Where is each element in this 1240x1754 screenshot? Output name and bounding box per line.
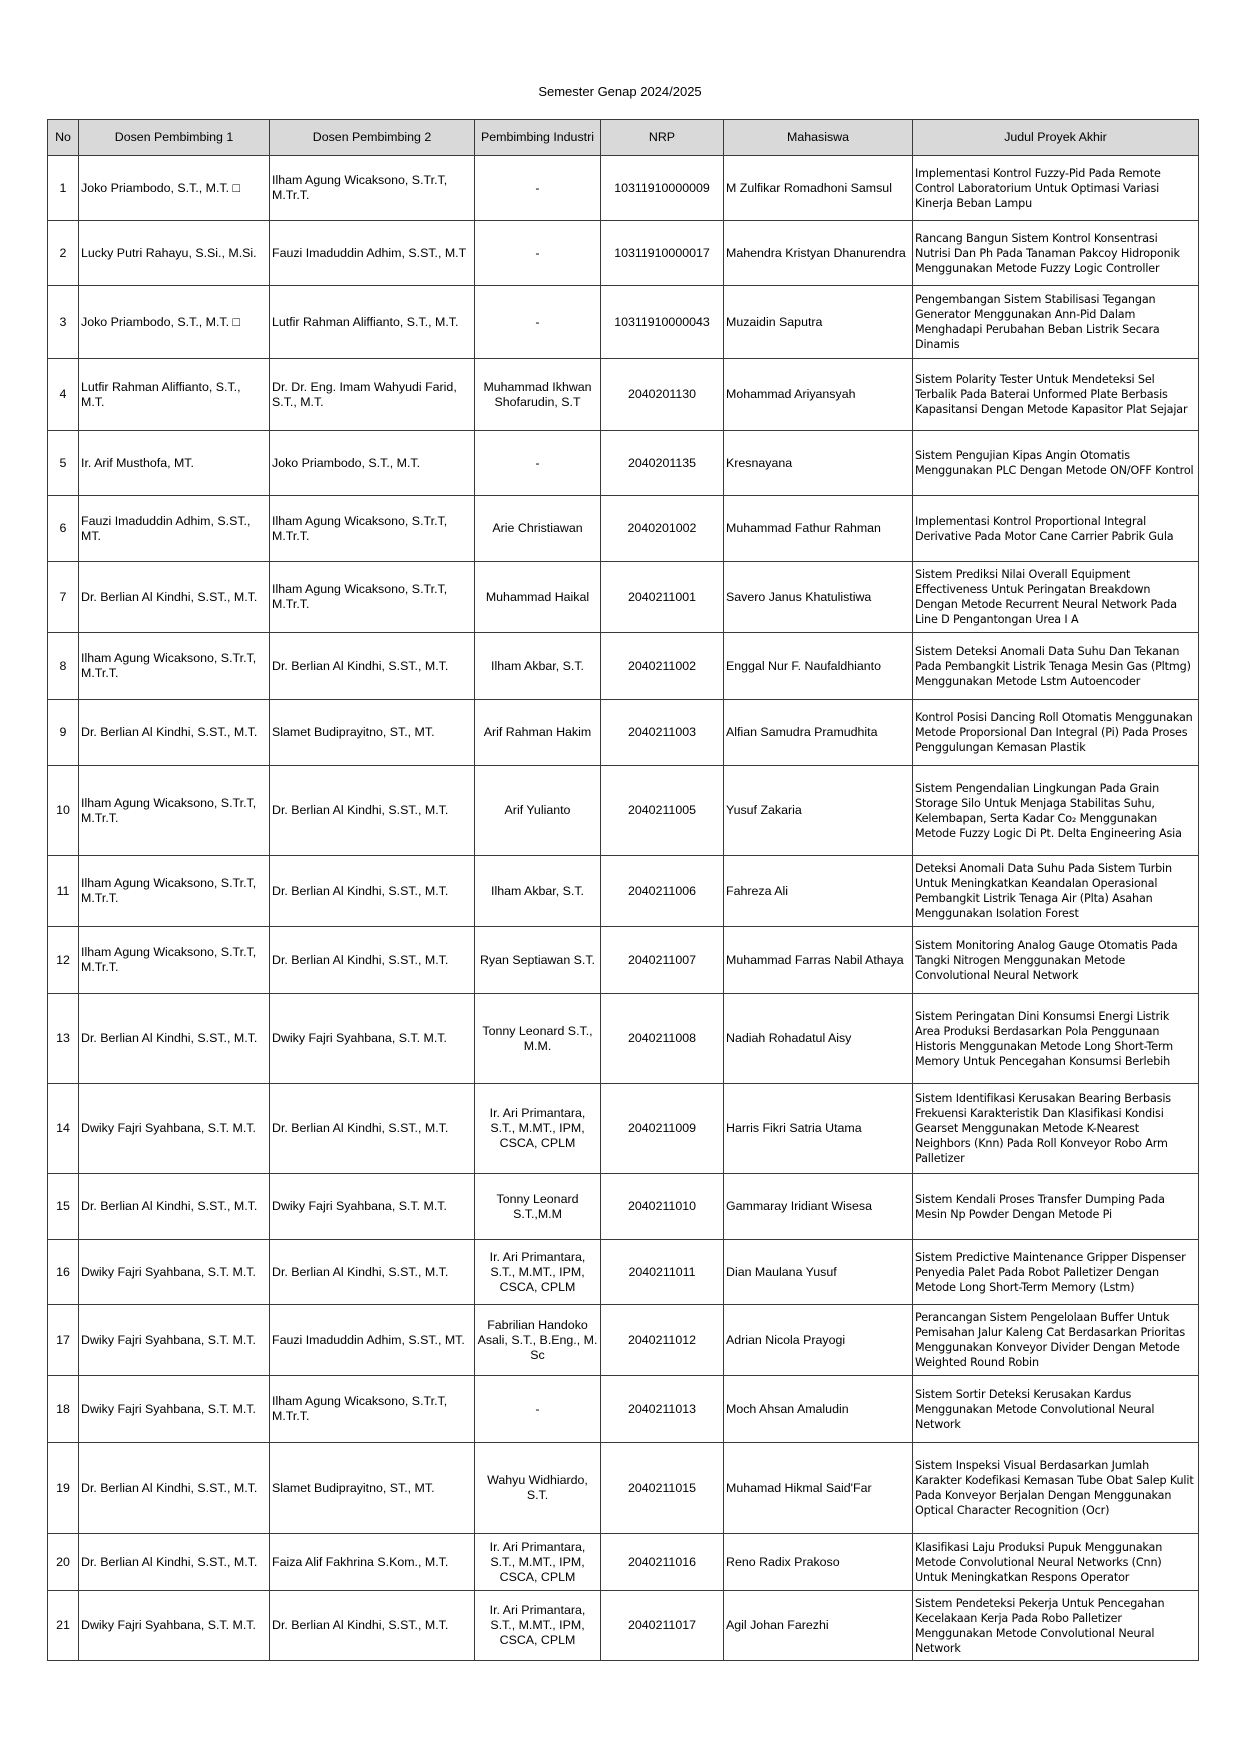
table-row (48, 1084, 1199, 1174)
cell-judul-proyek-akhir: Sistem Pendeteksi Pekerja Untuk Pencegahan Kecelakaan Kerja Pada Robo Palletizer Menggunakan Metode Convolutional Neural Network (913, 1591, 1199, 1661)
cell-dosen-pembimbing-1: Dwiky Fajri Syahbana, S.T. M.T. (79, 1376, 270, 1443)
cell-dosen-pembimbing-1: Ilham Agung Wicaksono, S.Tr.T, M.Tr.T. (79, 633, 270, 700)
cell-dosen-pembimbing-2: Fauzi Imaduddin Adhim, S.ST., MT. (270, 1305, 475, 1376)
table-row (48, 633, 1199, 700)
cell-judul-proyek-akhir: Sistem Identifikasi Kerusakan Bearing Berbasis Frekuensi Karakteristik Dan Klasifikasi Kondisi Gearset Menggunakan Metode K-Nearest Neighbors (Knn) Pada Roll Konveyor Robo Arm Palletizer (913, 1084, 1199, 1174)
cell-nrp: 2040201002 (601, 496, 724, 562)
cell-pembimbing-industri: Ilham Akbar, S.T. (475, 633, 601, 700)
cell-dosen-pembimbing-2: Dr. Berlian Al Kindhi, S.ST., M.T. (270, 1084, 475, 1174)
cell-mahasiswa: Agil Johan Farezhi (724, 1591, 913, 1661)
cell-judul-proyek-akhir: Sistem Monitoring Analog Gauge Otomatis Pada Tangki Nitrogen Menggunakan Metode Convolutional Neural Network (913, 927, 1199, 994)
cell-dosen-pembimbing-2: Slamet Budiprayitno, ST., MT. (270, 700, 475, 766)
cell-no: 21 (48, 1591, 79, 1661)
cell-nrp: 2040211006 (601, 856, 724, 927)
header-dosen-pembimbing-2: Dosen Pembimbing 2 (270, 120, 475, 156)
cell-no: 1 (48, 156, 79, 221)
cell-no: 20 (48, 1534, 79, 1591)
cell-dosen-pembimbing-2: Dr. Berlian Al Kindhi, S.ST., M.T. (270, 1240, 475, 1305)
cell-pembimbing-industri: Ir. Ari Primantara, S.T., M.MT., IPM, CSCA, CPLM (475, 1534, 601, 1591)
cell-dosen-pembimbing-1: Joko Priambodo, S.T., M.T. □ (79, 286, 270, 359)
cell-pembimbing-industri: Wahyu Widhiardo, S.T. (475, 1443, 601, 1534)
table-row (48, 359, 1199, 431)
cell-mahasiswa: M Zulfikar Romadhoni Samsul (724, 156, 913, 221)
cell-mahasiswa: Muzaidin Saputra (724, 286, 913, 359)
cell-dosen-pembimbing-1: Dwiky Fajri Syahbana, S.T. M.T. (79, 1591, 270, 1661)
cell-nrp: 2040201135 (601, 431, 724, 496)
table-row (48, 1591, 1199, 1661)
cell-pembimbing-industri: Ryan Septiawan S.T. (475, 927, 601, 994)
cell-mahasiswa: Enggal Nur F. Naufaldhianto (724, 633, 913, 700)
cell-dosen-pembimbing-1: Fauzi Imaduddin Adhim, S.ST., MT. (79, 496, 270, 562)
cell-pembimbing-industri: - (475, 1376, 601, 1443)
table-row (48, 1534, 1199, 1591)
cell-judul-proyek-akhir: Deteksi Anomali Data Suhu Pada Sistem Turbin Untuk Meningkatkan Keandalan Operasional Pembangkit Listrik Tenaga Air (Plta) Asahan Menggunakan Isolation Forest (913, 856, 1199, 927)
cell-dosen-pembimbing-2: Fauzi Imaduddin Adhim, S.ST., M.T (270, 221, 475, 286)
cell-dosen-pembimbing-2: Slamet Budiprayitno, ST., MT. (270, 1443, 475, 1534)
cell-dosen-pembimbing-2: Dr. Berlian Al Kindhi, S.ST., M.T. (270, 766, 475, 856)
cell-mahasiswa: Muhammad Farras Nabil Athaya (724, 927, 913, 994)
cell-no: 19 (48, 1443, 79, 1534)
cell-pembimbing-industri: Ir. Ari Primantara, S.T., M.MT., IPM, CSCA, CPLM (475, 1240, 601, 1305)
cell-judul-proyek-akhir: Sistem Inspeksi Visual Berdasarkan Jumlah Karakter Kodefikasi Kemasan Tube Obat Salep Kulit Pada Konveyor Berjalan Dengan Menggunakan Optical Character Recognition (Ocr) (913, 1443, 1199, 1534)
header-judul-proyek-akhir: Judul Proyek Akhir (913, 120, 1199, 156)
cell-dosen-pembimbing-2: Dr. Berlian Al Kindhi, S.ST., M.T. (270, 1591, 475, 1661)
table-row (48, 221, 1199, 286)
cell-judul-proyek-akhir: Sistem Pengujian Kipas Angin Otomatis Menggunakan PLC Dengan Metode ON/OFF Kontrol (913, 431, 1199, 496)
table-body (48, 156, 1199, 1661)
cell-dosen-pembimbing-1: Dr. Berlian Al Kindhi, S.ST., M.T. (79, 1443, 270, 1534)
cell-pembimbing-industri: Fabrilian Handoko Asali, S.T., B.Eng., M. Sc (475, 1305, 601, 1376)
cell-dosen-pembimbing-1: Ilham Agung Wicaksono, S.Tr.T, M.Tr.T. (79, 766, 270, 856)
cell-nrp: 2040211005 (601, 766, 724, 856)
table-row (48, 1376, 1199, 1443)
cell-mahasiswa: Yusuf Zakaria (724, 766, 913, 856)
cell-dosen-pembimbing-2: Dwiky Fajri Syahbana, S.T. M.T. (270, 1174, 475, 1240)
cell-no: 17 (48, 1305, 79, 1376)
header-nrp: NRP (601, 120, 724, 156)
cell-pembimbing-industri: Tonny Leonard S.T.,M.M (475, 1174, 601, 1240)
table-row (48, 927, 1199, 994)
cell-dosen-pembimbing-1: Ilham Agung Wicaksono, S.Tr.T, M.Tr.T. (79, 927, 270, 994)
cell-dosen-pembimbing-1: Dr. Berlian Al Kindhi, S.ST., M.T. (79, 994, 270, 1084)
cell-pembimbing-industri: - (475, 286, 601, 359)
cell-judul-proyek-akhir: Sistem Prediksi Nilai Overall Equipment Effectiveness Untuk Peringatan Breakdown Dengan Metode Recurrent Neural Network Pada Line D Pengantongan Urea I A (913, 562, 1199, 633)
cell-pembimbing-industri: Arie Christiawan (475, 496, 601, 562)
cell-no: 6 (48, 496, 79, 562)
cell-dosen-pembimbing-2: Ilham Agung Wicaksono, S.Tr.T, M.Tr.T. (270, 1376, 475, 1443)
header-pembimbing-industri: Pembimbing Industri (475, 120, 601, 156)
cell-nrp: 10311910000017 (601, 221, 724, 286)
cell-judul-proyek-akhir: Implementasi Kontrol Proportional Integral Derivative Pada Motor Cane Carrier Pabrik Gula (913, 496, 1199, 562)
cell-no: 5 (48, 431, 79, 496)
cell-no: 8 (48, 633, 79, 700)
cell-nrp: 2040211002 (601, 633, 724, 700)
header-dosen-pembimbing-1: Dosen Pembimbing 1 (79, 120, 270, 156)
cell-nrp: 2040211011 (601, 1240, 724, 1305)
cell-nrp: 2040201130 (601, 359, 724, 431)
cell-nrp: 10311910000043 (601, 286, 724, 359)
cell-dosen-pembimbing-2: Ilham Agung Wicaksono, S.Tr.T, M.Tr.T. (270, 562, 475, 633)
cell-dosen-pembimbing-2: Faiza Alif Fakhrina S.Kom., M.T. (270, 1534, 475, 1591)
cell-dosen-pembimbing-2: Dr. Berlian Al Kindhi, S.ST., M.T. (270, 856, 475, 927)
cell-nrp: 2040211015 (601, 1443, 724, 1534)
cell-pembimbing-industri: Tonny Leonard S.T., M.M. (475, 994, 601, 1084)
cell-judul-proyek-akhir: Sistem Polarity Tester Untuk Mendeteksi Sel Terbalik Pada Baterai Unformed Plate Berbasis Kapasitansi Dengan Metode Kapasitor Plat Sejajar (913, 359, 1199, 431)
cell-no: 13 (48, 994, 79, 1084)
cell-judul-proyek-akhir: Kontrol Posisi Dancing Roll Otomatis Menggunakan Metode Proporsional Dan Integral (Pi) Pada Proses Penggulungan Kemasan Plastik (913, 700, 1199, 766)
cell-pembimbing-industri: Muhammad Ikhwan Shofarudin, S.T (475, 359, 601, 431)
cell-mahasiswa: Reno Radix Prakoso (724, 1534, 913, 1591)
table-row (48, 431, 1199, 496)
cell-nrp: 2040211012 (601, 1305, 724, 1376)
cell-mahasiswa: Muhamad Hikmal Said'Far (724, 1443, 913, 1534)
table-row (48, 766, 1199, 856)
page-title: Semester Genap 2024/2025 (538, 84, 702, 99)
cell-judul-proyek-akhir: Sistem Deteksi Anomali Data Suhu Dan Tekanan Pada Pembangkit Listrik Tenaga Mesin Gas (Pltmg) Menggunakan Metode Lstm Autoencoder (913, 633, 1199, 700)
cell-mahasiswa: Mahendra Kristyan Dhanurendra (724, 221, 913, 286)
cell-judul-proyek-akhir: Pengembangan Sistem Stabilisasi Tegangan Generator Menggunakan Ann-Pid Dalam Menghadapi Perubahan Beban Listrik Secara Dinamis (913, 286, 1199, 359)
cell-nrp: 2040211003 (601, 700, 724, 766)
cell-pembimbing-industri: Arif Rahman Hakim (475, 700, 601, 766)
cell-nrp: 2040211007 (601, 927, 724, 994)
cell-mahasiswa: Harris Fikri Satria Utama (724, 1084, 913, 1174)
cell-mahasiswa: Mohammad Ariyansyah (724, 359, 913, 431)
cell-no: 3 (48, 286, 79, 359)
table-row (48, 856, 1199, 927)
header-row (48, 120, 1199, 156)
cell-dosen-pembimbing-1: Lutfir Rahman Aliffianto, S.T., M.T. (79, 359, 270, 431)
cell-dosen-pembimbing-1: Dr. Berlian Al Kindhi, S.ST., M.T. (79, 1534, 270, 1591)
cell-no: 4 (48, 359, 79, 431)
cell-mahasiswa: Nadiah Rohadatul Aisy (724, 994, 913, 1084)
cell-mahasiswa: Moch Ahsan Amaludin (724, 1376, 913, 1443)
table-row (48, 496, 1199, 562)
cell-nrp: 2040211017 (601, 1591, 724, 1661)
cell-dosen-pembimbing-2: Joko Priambodo, S.T., M.T. (270, 431, 475, 496)
cell-pembimbing-industri: Arif Yulianto (475, 766, 601, 856)
cell-dosen-pembimbing-1: Dwiky Fajri Syahbana, S.T. M.T. (79, 1305, 270, 1376)
table-row (48, 1174, 1199, 1240)
cell-dosen-pembimbing-2: Ilham Agung Wicaksono, S.Tr.T, M.Tr.T. (270, 156, 475, 221)
cell-nrp: 2040211001 (601, 562, 724, 633)
supervision-table (47, 119, 1199, 1661)
cell-no: 14 (48, 1084, 79, 1174)
table-row (48, 1240, 1199, 1305)
cell-dosen-pembimbing-2: Dwiky Fajri Syahbana, S.T. M.T. (270, 994, 475, 1084)
cell-dosen-pembimbing-1: Ir. Arif Musthofa, MT. (79, 431, 270, 496)
table-row (48, 1305, 1199, 1376)
cell-dosen-pembimbing-2: Dr. Berlian Al Kindhi, S.ST., M.T. (270, 633, 475, 700)
table-row (48, 156, 1199, 221)
cell-dosen-pembimbing-1: Dr. Berlian Al Kindhi, S.ST., M.T. (79, 562, 270, 633)
cell-judul-proyek-akhir: Sistem Sortir Deteksi Kerusakan Kardus Menggunakan Metode Convolutional Neural Network (913, 1376, 1199, 1443)
cell-no: 7 (48, 562, 79, 633)
cell-pembimbing-industri: - (475, 431, 601, 496)
table-row (48, 994, 1199, 1084)
cell-nrp: 2040211008 (601, 994, 724, 1084)
cell-dosen-pembimbing-2: Dr. Berlian Al Kindhi, S.ST., M.T. (270, 927, 475, 994)
cell-dosen-pembimbing-1: Dwiky Fajri Syahbana, S.T. M.T. (79, 1084, 270, 1174)
cell-dosen-pembimbing-1: Ilham Agung Wicaksono, S.Tr.T, M.Tr.T. (79, 856, 270, 927)
cell-no: 2 (48, 221, 79, 286)
cell-judul-proyek-akhir: Sistem Predictive Maintenance Gripper Dispenser Penyedia Palet Pada Robot Palletizer Dengan Metode Long Short-Term Memory (Lstm) (913, 1240, 1199, 1305)
header-mahasiswa: Mahasiswa (724, 120, 913, 156)
cell-nrp: 2040211016 (601, 1534, 724, 1591)
cell-nrp: 2040211010 (601, 1174, 724, 1240)
cell-dosen-pembimbing-1: Dr. Berlian Al Kindhi, S.ST., M.T. (79, 1174, 270, 1240)
cell-judul-proyek-akhir: Rancang Bangun Sistem Kontrol Konsentrasi Nutrisi Dan Ph Pada Tanaman Pakcoy Hidroponik Menggunakan Metode Fuzzy Logic Controller (913, 221, 1199, 286)
cell-dosen-pembimbing-1: Joko Priambodo, S.T., M.T. □ (79, 156, 270, 221)
cell-mahasiswa: Gammaray Iridiant Wisesa (724, 1174, 913, 1240)
table-row (48, 286, 1199, 359)
cell-pembimbing-industri: - (475, 156, 601, 221)
cell-nrp: 10311910000009 (601, 156, 724, 221)
cell-judul-proyek-akhir: Sistem Peringatan Dini Konsumsi Energi Listrik Area Produksi Berdasarkan Pola Penggunaan Historis Menggunakan Metode Long Short-Term Memory Untuk Pencegahan Konsumsi Berlebih (913, 994, 1199, 1084)
cell-pembimbing-industri: Ir. Ari Primantara, S.T., M.MT., IPM, CSCA, CPLM (475, 1591, 601, 1661)
cell-mahasiswa: Kresnayana (724, 431, 913, 496)
cell-no: 9 (48, 700, 79, 766)
cell-dosen-pembimbing-2: Ilham Agung Wicaksono, S.Tr.T, M.Tr.T. (270, 496, 475, 562)
cell-judul-proyek-akhir: Implementasi Kontrol Fuzzy-Pid Pada Remote Control Laboratorium Untuk Optimasi Variasi Kinerja Beban Lampu (913, 156, 1199, 221)
cell-mahasiswa: Fahreza Ali (724, 856, 913, 927)
cell-no: 15 (48, 1174, 79, 1240)
cell-judul-proyek-akhir: Sistem Pengendalian Lingkungan Pada Grain Storage Silo Untuk Menjaga Stabilitas Suhu, Kelembapan, Serta Kadar Co₂ Menggunakan Metode Fuzzy Logic Di Pt. Delta Engineering Asia (913, 766, 1199, 856)
cell-no: 11 (48, 856, 79, 927)
cell-dosen-pembimbing-2: Lutfir Rahman Aliffianto, S.T., M.T. (270, 286, 475, 359)
cell-no: 18 (48, 1376, 79, 1443)
cell-mahasiswa: Alfian Samudra Pramudhita (724, 700, 913, 766)
cell-mahasiswa: Adrian Nicola Prayogi (724, 1305, 913, 1376)
cell-mahasiswa: Muhammad Fathur Rahman (724, 496, 913, 562)
cell-mahasiswa: Savero Janus Khatulistiwa (724, 562, 913, 633)
cell-no: 16 (48, 1240, 79, 1305)
cell-no: 10 (48, 766, 79, 856)
cell-dosen-pembimbing-1: Lucky Putri Rahayu, S.Si., M.Si. (79, 221, 270, 286)
cell-mahasiswa: Dian Maulana Yusuf (724, 1240, 913, 1305)
cell-judul-proyek-akhir: Sistem Kendali Proses Transfer Dumping Pada Mesin Np Powder Dengan Metode Pi (913, 1174, 1199, 1240)
cell-pembimbing-industri: Ir. Ari Primantara, S.T., M.MT., IPM, CSCA, CPLM (475, 1084, 601, 1174)
table-row (48, 700, 1199, 766)
cell-dosen-pembimbing-1: Dr. Berlian Al Kindhi, S.ST., M.T. (79, 700, 270, 766)
cell-nrp: 2040211009 (601, 1084, 724, 1174)
cell-dosen-pembimbing-1: Dwiky Fajri Syahbana, S.T. M.T. (79, 1240, 270, 1305)
cell-pembimbing-industri: - (475, 221, 601, 286)
header-no: No (48, 120, 79, 156)
cell-dosen-pembimbing-2: Dr. Dr. Eng. Imam Wahyudi Farid, S.T., M.T. (270, 359, 475, 431)
cell-judul-proyek-akhir: Klasifikasi Laju Produksi Pupuk Menggunakan Metode Convolutional Neural Networks (Cnn) Untuk Meningkatkan Respons Operator (913, 1534, 1199, 1591)
cell-nrp: 2040211013 (601, 1376, 724, 1443)
table-row (48, 1443, 1199, 1534)
cell-pembimbing-industri: Muhammad Haikal (475, 562, 601, 633)
cell-pembimbing-industri: Ilham Akbar, S.T. (475, 856, 601, 927)
table-row (48, 562, 1199, 633)
cell-judul-proyek-akhir: Perancangan Sistem Pengelolaan Buffer Untuk Pemisahan Jalur Kaleng Cat Berdasarkan Prioritas Menggunakan Konveyor Divider Dengan Metode Weighted Round Robin (913, 1305, 1199, 1376)
cell-no: 12 (48, 927, 79, 994)
